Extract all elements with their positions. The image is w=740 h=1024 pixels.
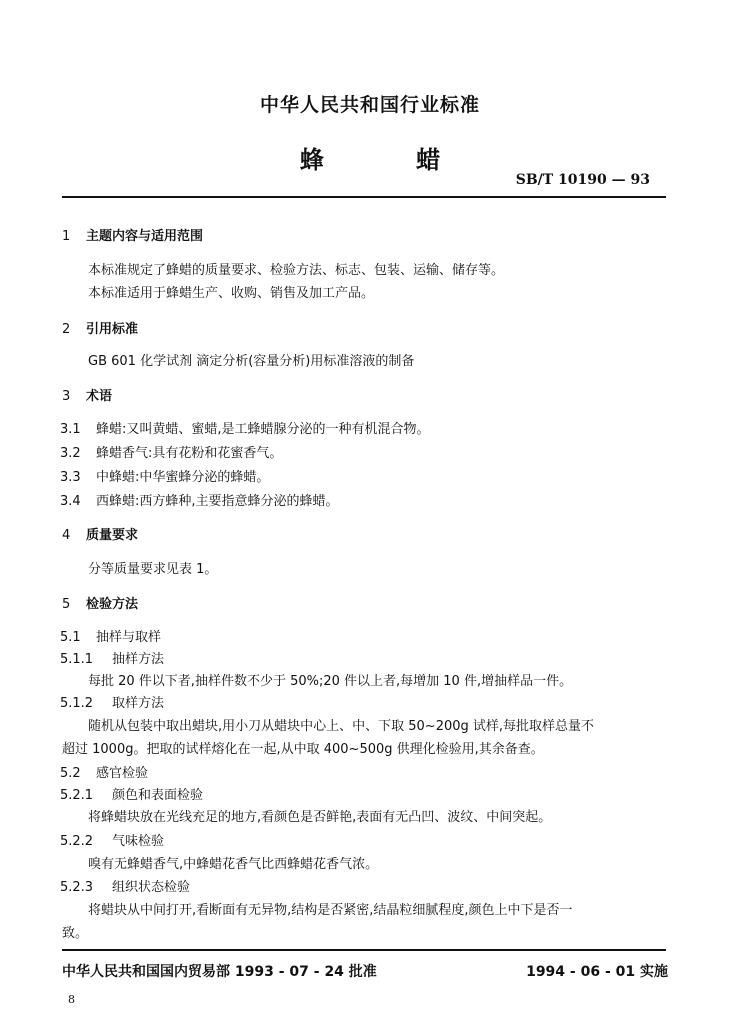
subsection-heading: 5.2 感官检验 bbox=[60, 766, 149, 781]
term-item: 3.4 西蜂蜡:西方蜂种,主要指意蜂分泌的蜂蜡。 bbox=[60, 494, 339, 509]
paragraph: 嗅有无蜂蜡香气,中蜂蜡花香气比西蜂蜡花香气浓。 bbox=[88, 857, 379, 872]
section-1-heading bbox=[62, 225, 203, 244]
section-5-heading bbox=[62, 593, 138, 612]
reference-item: GB 601 化学试剂 滴定分析(容量分析)用标准溶液的制备 bbox=[88, 354, 415, 369]
approval-line: 中华人民共和国国内贸易部 1993 - 07 - 24 批准 bbox=[62, 964, 377, 980]
subsection-heading: 5.1.1 抽样方法 bbox=[60, 652, 165, 667]
paragraph: 随机从包装中取出蜡块,用小刀从蜡块中心上、中、下取 50~200g 试样,每批取样总量不 bbox=[88, 719, 595, 734]
issuing-org: 中华人民共和国行业标准 bbox=[259, 94, 480, 116]
section-title: 主题内容与适用范围 bbox=[86, 229, 204, 244]
section-number: 5 bbox=[62, 597, 71, 612]
section-title: 术语 bbox=[86, 389, 113, 404]
section-title: 质量要求 bbox=[86, 528, 139, 543]
page-title: 蜂 蜡 bbox=[299, 146, 483, 174]
section-title: 检验方法 bbox=[86, 597, 139, 612]
paragraph: 致。 bbox=[62, 926, 89, 941]
paragraph: 每批 20 件以下者,抽样件数不少于 50%;20 件以上者,每增加 10 件,增抽样品一件。 bbox=[88, 674, 573, 689]
top-divider bbox=[62, 196, 666, 198]
paragraph: 超过 1000g。把取的试样熔化在一起,从中取 400~500g 供理化检验用,其余备查。 bbox=[62, 742, 544, 757]
paragraph: 将蜡块从中间打开,看断面有无异物,结构是否紧密,结晶粒细腻程度,颜色上中下是否一 bbox=[88, 903, 573, 918]
term-item: 3.1 蜂蜡:又叫黄蜡、蜜蜡,是工蜂蜡腺分泌的一种有机混合物。 bbox=[60, 422, 430, 437]
section-number: 3 bbox=[62, 389, 71, 404]
section-number: 1 bbox=[62, 229, 71, 244]
standard-number: SB/T 10190 — 93 bbox=[515, 172, 650, 188]
subsection-heading: 5.2.3 组织状态检验 bbox=[60, 880, 191, 895]
section-number: 4 bbox=[62, 528, 71, 543]
effective-date: 1994 - 06 - 01 实施 bbox=[526, 964, 668, 980]
subsection-heading: 5.2.1 颜色和表面检验 bbox=[60, 788, 204, 803]
section-4-heading bbox=[62, 524, 138, 543]
subsection-heading: 5.1.2 取样方法 bbox=[60, 696, 165, 711]
paragraph: 将蜂蜡块放在光线充足的地方,看颜色是否鲜艳,表面有无凸凹、波纹、中间突起。 bbox=[88, 810, 552, 825]
bottom-divider bbox=[62, 949, 666, 951]
term-item: 3.3 中蜂蜡:中华蜜蜂分泌的蜂蜡。 bbox=[60, 470, 270, 485]
section-title: 引用标准 bbox=[86, 322, 139, 337]
subsection-heading: 5.2.2 气味检验 bbox=[60, 834, 165, 849]
subsection-heading: 5.1 抽样与取样 bbox=[60, 630, 162, 645]
paragraph: 分等质量要求见表 1。 bbox=[88, 562, 218, 577]
paragraph: 本标准规定了蜂蜡的质量要求、检验方法、标志、包装、运输、储存等。 bbox=[88, 263, 505, 278]
section-3-heading bbox=[62, 385, 112, 404]
section-number: 2 bbox=[62, 322, 71, 337]
page-number: 8 bbox=[68, 993, 75, 1006]
term-item: 3.2 蜂蜡香气:具有花粉和花蜜香气。 bbox=[60, 446, 283, 461]
paragraph: 本标准适用于蜂蜡生产、收购、销售及加工产品。 bbox=[88, 286, 375, 301]
section-2-heading bbox=[62, 318, 138, 337]
